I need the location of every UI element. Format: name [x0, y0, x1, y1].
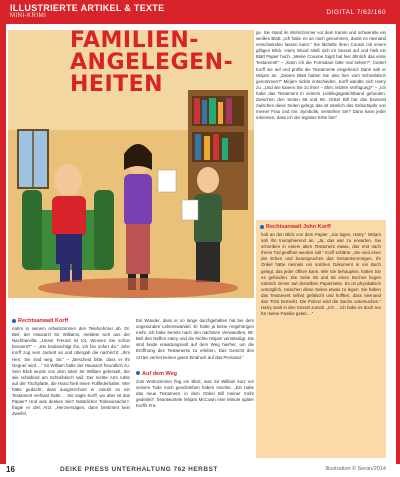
answer-box-heading-text: Rechtsanwalt John Korff: [266, 224, 331, 230]
section-header-bar: [0, 0, 400, 24]
column-1: [12, 318, 130, 418]
right-accent-strip: [396, 24, 400, 464]
column-2: [136, 318, 254, 409]
article-headline: [70, 28, 234, 97]
column-2-text-1: Ein Wunder, dass er so lange durchgehalten hat bei dem ungesunden Lebenswandel. Er hatte ja keine Angehörigen mehr. Ich habe bereits nach den nächsten Verwandten, Mr. Beil den Neffen Harry und die Nichte Mirjam verständigt. Sie sind beide erwartungsvoll auf dem Weg hierher, um die Eröffnung des Testaments zu erleben. Das Gesicht des Arztes verriet keinen guten Eindruck auf das Personal.“: [136, 318, 254, 360]
page-number: 16: [6, 465, 15, 474]
digital-label: DIGITAL 7/62/160: [326, 9, 386, 16]
section-subtitle: MINI-KRIMI: [10, 13, 47, 19]
column-2-text-2: zum Wohnzimmer flog ein Blick, was Sir William kurz vor seinem Tode noch geschrieben haben mochte. „Ein habe das neue Testament, in dem Onkel Bill meiner mehr gedenkt!“, beantwortete Mirjam McCown eine Minute später Korffs Fra-: [136, 378, 254, 409]
column-1-heading: [12, 318, 130, 324]
section-title: ILLUSTRIERTE ARTIKEL & TEXTE: [10, 3, 165, 13]
column-1-text: nahm in seinem Arbeitszimmer den Telefonhörer ab. Dr. Beil, der Hausarzt Sir Williams, meldete sich aus der Nachbarvilla: „Unser Freund ist tot, Winnies Sie schon benannt?“ – „Sie beabsichtigt ihn, ich bin sofort da.“ John Korff zog sein Jackett an und übergab die nachricht: „Ihm Herr, Sie sind weg, Sir.“ – „Bescheid bitte, dass er Ihr Gegner wird ...“ Sir William hatte der Hausarzt freundlich zu. Sein Blick wurde von dem toten Sir William gefesselt, der wie schlafend am Schreibtisch saß. Der rechte Arm ruhte auf der Tischplatte, die Hand hielt einen Füllfederhalter. Wer hätte gedacht, dass ausgerechnet er zuletzt so ein Testament verfasst hatte ... Sie sagte Korff, wo aber ist das Papier? Und was denken Sie? Natürlicher Todesursache?, fragte er den Arzt. „Herzversagen, dann bestimmt kein Zweifel,: [12, 326, 130, 417]
column-2-heading: [136, 371, 254, 377]
top-right-column: ge. Sie stand im Wohnzimmer vor dem Kamin und schwenkte ein weißes Blatt. „Ich habe es an mich genommen, damit es niemand verschwinden lassen kann.“ Sie lächelte ihren Cousin mit einem giftigen Blick. Harry Wood stieß sich im Sessel auf und hielt ein Blatt Papier hoch. „Meine Cousine Sigrit hat hier ähnlich das erste Testament!“ – „Kann ich die Formulare bitte mal sehen?“, fordert Korff sie auf und prüfte die Testamente eingehend. Dann sah er Mirjam an. „Dieses Blatt haben Sie also hier vom Schreibtisch genommen?“ Mirjam nickte entschieden. Korff wandte sich Harry zu. „Und wie kamen Sie zu Ihrer – ähm, letzten Verfügung?“ – „Ich habe das Testament in seinem Lieblingsgedichtband gefunden. Zwischen den Seiten 65 und 66. Onkel Bill hat das bewusst zwischen diese Seiten gelegt, das ist nämlich das Geburtsjahr von meiner Frau und mir. Symbolik, verstehen Sie? Dann kann jeder erkennen, dass ich der legitime Erbe bin!“: [256, 30, 386, 121]
answer-box-heading: [260, 224, 331, 230]
left-accent-strip: [0, 24, 6, 464]
bullet-icon: [12, 319, 16, 323]
headline-line-3: HEITEN: [70, 72, 164, 97]
bullet-icon: [136, 371, 140, 375]
column-1-heading-text: Rechtsanwalt Korff: [18, 318, 69, 324]
headline-line-1: FAMILIEN-: [70, 28, 199, 53]
answer-box-text: hob an den Blick von dem Papier. „Sie lügen, Harry.“ Mirjam sah ihn triumphierend an. „Ja, das war zu erwarten. Sie schreiben in einem alten Testament etwas, das erst nach Ihrem Tod geöffnet werden soll.“ Korff erklärte: „Sie sind einer der Erben und beanspruchen das Gesamtvermögen. Ihr Onkel hätte niemals ein solches Dokument in ein Buch gelegt, das jeder öffnen kann. Wie Sie behaupten, hatten Sie es gefunden. Die Seite 65 und 66 eines Buches liegen nämlich immer auf derselben Papierseite. Es ist physikalisch unmöglich, zwischen diese Seiten etwas zu legen. Sie haben das Testament selbst gefälscht und hofften, dass niemand den Trick bemerkt. Die Polizei wird die Sache untersuchen.“ Harry sank in den Sessel zurück. „Ich ... ich habe es doch nur für meine Familie getan ...“: [261, 232, 381, 317]
footer-publication: DEIKE PRESS UNTERHALTUNG 762 HERBST: [60, 466, 218, 473]
footer-credit: Illustration © Seran/2014: [325, 466, 386, 472]
column-2-heading-text: Auf dem Weg: [142, 370, 178, 377]
answer-box: [256, 220, 386, 458]
headline-line-2: ANGELEGEN-: [70, 50, 234, 75]
bullet-icon: [260, 225, 264, 229]
